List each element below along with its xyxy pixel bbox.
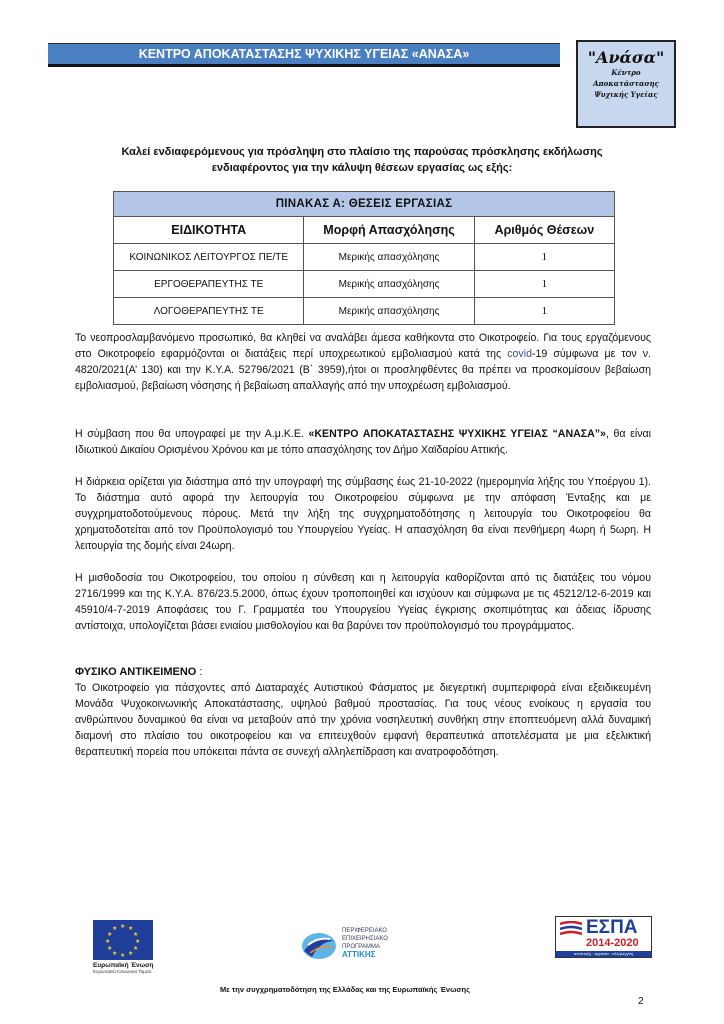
logo-title: "Ανάσα": [587, 48, 665, 67]
cell-employment: Μερικής απασχόλησης: [304, 244, 474, 271]
cell-specialty: ΕΡΓΟΘΕΡΑΠΕΥΤΗΣ ΤΕ: [114, 271, 304, 298]
column-header-specialty: ΕΙΔΙΚΟΤΗΤΑ: [114, 217, 304, 244]
espa-years: 2014-2020: [586, 937, 639, 949]
attica-text: ΠΕΡΙΦΕΡΕΙΑΚΟ ΕΠΙΧΕΙΡΗΣΙΑΚΟ ΠΡΟΓΡΑΜΜΑ ΑΤΤΙΚΗΣ: [342, 928, 388, 959]
column-header-employment: Μορφή Απασχόλησης: [304, 217, 474, 244]
organization-logo: [576, 40, 676, 128]
eu-label: Ευρωπαϊκή Ένωση: [93, 962, 154, 969]
contract-paragraph: Η σύμβαση που θα υπογραφεί με την Α.μ.Κ.Ε. «ΚΕΝΤΡΟ ΑΠΟΚΑΤΑΣΤΑΣΗΣ ΨΥΧΙΚΗΣ ΥΓΕΙΑΣ “ΑΝΑΣΑ”», θα είναι Ιδιωτικού Δικαίου Ορισμένου Χρόνου και με τόπο απασχόλησης τον Δήμο Χαϊδαρίου Αττικής.: [75, 428, 651, 456]
table-title: ΠΙΝΑΚΑΣ Α: ΘΕΣΕΙΣ ΕΡΓΑΣΙΑΣ: [114, 192, 615, 217]
logo-subtitle-line1: Κέντρο Αποκατάστασης: [593, 68, 659, 88]
page-number: 2: [638, 996, 644, 1007]
attica-swoosh-icon: [300, 931, 338, 961]
covid-term: covid: [507, 348, 532, 360]
job-positions-table: [113, 191, 615, 325]
cell-positions: 1: [474, 298, 614, 325]
cell-employment: Μερικής απασχόλησης: [304, 271, 474, 298]
cell-specialty: ΛΟΓΟΘΕΡΑΠΕΥΤΗΣ ΤΕ: [114, 298, 304, 325]
duration-paragraph: Η διάρκεια ορίζεται για διάστημα από την υπογραφή της σύμβασης έως 21-10-2022 (ημερομηνία λήξης του Υποέργου 1). Το διάστημα αυτό αφορά την λειτουργία του Οικοτροφείου σύμφωνα με την απόφαση Ένταξης και με συγχρηματοδοτούμενους πόρους. Μετά την λήξη της συγχρηματοδότησης η λειτουργία του Οικοτροφείου θα χρηματοδοτείται από τον Προϋπολογισμό του Υπουργείου Υγείας. Η απασχόληση θα είναι πενθήμερη 4ωρη ή 5ωρη. Η λειτουργία της δομής είναι 24ωρη.: [75, 476, 651, 552]
physical-object-paragraph: Το Οικοτροφείο για πάσχοντες από Διαταραχές Αυτιστικού Φάσματος με διεγερτική συμπεριφορά είναι εξειδικευμένη Μονάδα Ψυχοκοινωνικής Αποκατάστασης, υψηλού βαθμού προστασίας. Για τους νέους ενοίκους η εργασία του ανθρώπινου δυναμικού θα είναι να μεταβούν από την χρόνια νοσηλευτική συνθήκη στην εποπτευόμενη αλλά δυναμική διαμονή στο πλαίσιο του οικοτροφείου και να επιτευχθούν εμφανή θεραπευτικά αποτελέσματα με μια εξελικτική θεραπευτική πορεία που υπόκειται πάντα σε συνεχή αλληλεπίδραση και ανατροφοδότηση.: [75, 682, 651, 758]
header-title: ΚΕΝΤΡΟ ΑΠΟΚΑΤΑΣΤΑΣΗΣ ΨΥΧΙΚΗΣ ΥΓΕΙΑΣ «ΑΝΑΣΑ»: [138, 47, 470, 61]
cell-specialty: ΚΟΙΝΩΝΙΚΟΣ ΛΕΙΤΟΥΡΓΟΣ ΠΕ/ΤΕ: [114, 244, 304, 271]
physical-object-section: ΦΥΣΙΚΟ ΑΝΤΙΚΕΙΜΕΝΟ :: [75, 666, 203, 678]
attica-program-logo: [300, 925, 420, 965]
eu-flag-icon: ★ ★ ★ ★ ★ ★ ★ ★ ★ ★ ★ ★: [93, 920, 153, 960]
espa-strip: ανάπτυξη · εργασία · αλληλεγγύη: [556, 951, 651, 957]
cofunding-note: Με την συγχρηματοδότηση της Ελλάδας και της Ευρωπαϊκής Ένωσης: [220, 985, 471, 994]
table-row: [114, 271, 615, 298]
column-header-positions: Αριθμός Θέσεων: [474, 217, 614, 244]
intro-text: Καλεί ενδιαφερόμενους για πρόσληψη στο πλαίσιο της παρούσας πρόσκλησης εκδήλωσης ενδιαφέροντος για την κάλυψη θέσεων εργασίας ως εξής:: [121, 146, 603, 174]
logo-subtitle-line2: Ψυχικής Υγείας: [594, 90, 658, 99]
espa-stripes-icon: [560, 921, 582, 939]
vaccination-paragraph: Το νεοπροσλαμβανόμενο προσωπικό, θα κληθεί να αναλάβει άμεσα καθήκοντα στο Οικοτροφείο. Για τους εργαζόμενους στο Οικοτροφείο εφαρμόζονται οι διατάξεις περί υποχρεωτικού εμβολιασμού κατά της covid-19 σύμφωνα με τον ν. 4820/2021(Α’ 130) και την Κ.Υ.Α. 52796/2021 (Β΄ 3959),ήτοι οι προσληφθέντες θα πρέπει να προσκομίσουν βεβαίωση εμβολιασμού, βεβαίωση νόσησης ή βεβαίωση απαλλαγής από την υποχρέωση εμβολιασμού.: [75, 332, 651, 392]
payroll-paragraph: Η μισθοδοσία του Οικοτροφείου, του οποίου η σύνθεση και η λειτουργία καθορίζονται από τις διατάξεις του νόμου 2716/1999 και της Κ.Υ.Α. 876/23.5.2000, όπως έχουν τροποποιηθεί και ισχύουν και σύμφωνα με τις 45212/12-6-2019 και 45910/4-7-2019 Αποφάσεις του Γ. Γραμματέα του Υπουργείου Υγείας έγκρισης σκοπιμότητας και άδειας ίδρυσης αντίστοιχα, υπολογίζεται βάσει ενιαίου μισθολογίου και θα βαρύνει τον προϋπολογισμό του προγράμματος.: [75, 572, 651, 632]
cell-employment: Μερικής απασχόλησης: [304, 298, 474, 325]
table-row: [114, 244, 615, 271]
table-row: [114, 298, 615, 325]
section-title: ΦΥΣΙΚΟ ΑΝΤΙΚΕΙΜΕΝΟ: [75, 666, 197, 678]
cell-positions: 1: [474, 244, 614, 271]
eu-logo: [93, 920, 153, 974]
organization-name: «ΚΕΝΤΡΟ ΑΠΟΚΑΤΑΣΤΑΣΗΣ ΨΥΧΙΚΗΣ ΥΓΕΙΑΣ “ΑΝΑΣΑ”»: [308, 428, 606, 440]
espa-title: ΕΣΠΑ: [586, 917, 638, 938]
header-title-bar: [48, 43, 560, 67]
cell-positions: 1: [474, 271, 614, 298]
eu-sublabel: Ευρωπαϊκό Κοινωνικό Ταμείο: [93, 969, 152, 974]
espa-logo: [555, 916, 652, 958]
